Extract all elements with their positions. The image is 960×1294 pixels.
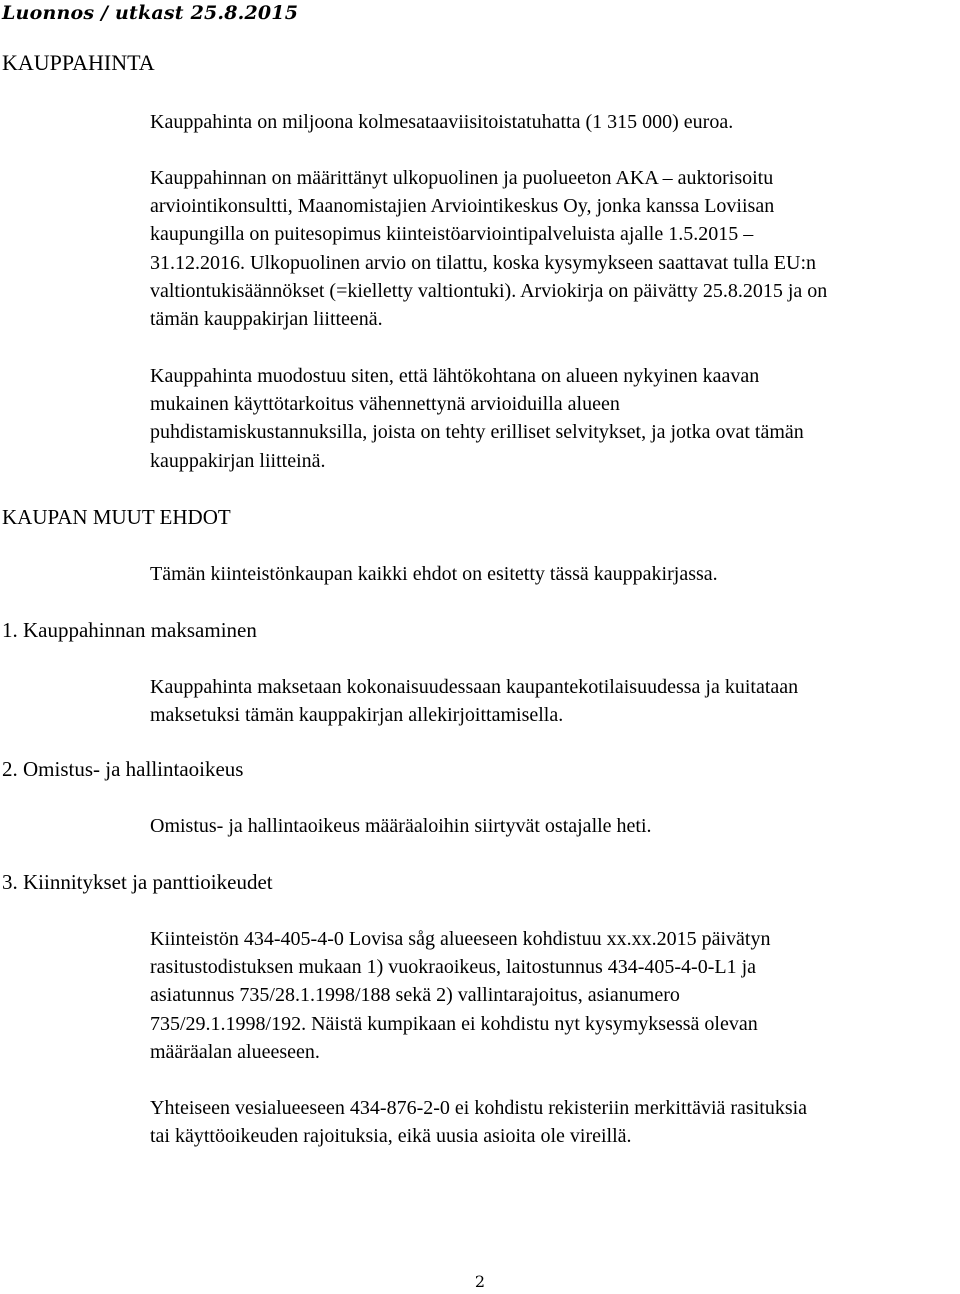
section-heading-maksaminen: 1. Kauppahinnan maksaminen xyxy=(2,618,257,642)
paragraph-line: 735/29.1.1998/192. Näistä kumpikaan ei kohdistu nyt kysymyksessä olevan xyxy=(150,1012,758,1035)
kauppahinta-paragraph-3 xyxy=(150,362,956,475)
paragraph-line: tai käyttöoikeuden rajoituksia, eikä uusia asioita ole vireillä. xyxy=(150,1125,632,1148)
maksaminen-paragraph xyxy=(150,673,956,729)
paragraph-line: kaupungilla on puitesopimus kiinteistöarviointipalveluista ajalle 1.5.2015 – xyxy=(150,223,754,246)
paragraph-line: Kiinteistön 434-405-4-0 Lovisa såg alueeseen kohdistuu xx.xx.2015 päivätyn xyxy=(150,928,771,950)
paragraph-line: kauppakirjan liitteinä. xyxy=(150,449,326,472)
paragraph-line: määräalan alueeseen. xyxy=(150,1040,320,1063)
paragraph-line: valtiontukisäännökset (=kielletty valtiontuki). Arviokirja on päivätty 25.8.2015 ja on xyxy=(150,279,828,302)
paragraph-line: rasitustodistuksen mukaan 1) vuokraoikeus, laitostunnus 434-405-4-0-L1 ja xyxy=(150,956,757,979)
section-heading-kauppahinta: KAUPPAHINTA xyxy=(2,50,155,75)
omistus-paragraph: Omistus- ja hallintaoikeus määräaloihin siirtyvät ostajalle heti. xyxy=(150,815,652,837)
paragraph-line: Kauppahinnan on määrittänyt ulkopuolinen ja puolueeton AKA – auktorisoitu xyxy=(150,167,774,189)
kauppahinta-paragraph-2 xyxy=(150,164,956,333)
paragraph-line: 31.12.2016. Ulkopuolinen arvio on tilattu, koska kysymykseen saattavat tulla EU:n xyxy=(150,251,817,274)
kiinnitykset-paragraph-1 xyxy=(150,925,956,1066)
page-number: 2 xyxy=(474,1272,486,1291)
paragraph-line: Kauppahinta maksetaan kokonaisuudessaan kaupantekotilaisuudessa ja kuitataan xyxy=(150,676,799,698)
kiinnitykset-paragraph-2 xyxy=(150,1094,956,1150)
section-heading-kiinnitykset: 3. Kiinnitykset ja panttioikeudet xyxy=(2,870,273,894)
paragraph-line: tämän kauppakirjan liitteenä. xyxy=(150,308,383,331)
kauppahinta-paragraph-1: Kauppahinta on miljoona kolmesataaviisitoistatuhatta (1 315 000) euroa. xyxy=(150,111,734,133)
paragraph-line: puhdistamiskustannuksilla, joista on tehty erilliset selvitykset, ja jotka ovat tämän xyxy=(150,421,804,444)
paragraph-line: mukainen käyttötarkoitus vähennettynä arvioiduilla alueen xyxy=(150,393,620,416)
paragraph-line: maksetuksi tämän kauppakirjan allekirjoittamisella. xyxy=(150,704,564,727)
section-heading-omistus: 2. Omistus- ja hallintaoikeus xyxy=(2,757,244,781)
paragraph-line: Yhteiseen vesialueeseen 434-876-2-0 ei kohdistu rekisteriin merkittäviä rasituksia xyxy=(150,1097,808,1119)
section-heading-muut-ehdot: KAUPAN MUUT EHDOT xyxy=(2,505,231,529)
draft-label: Luonnos / utkast 25.8.2015 xyxy=(2,2,299,24)
paragraph-line: asiatunnus 735/28.1.1998/188 sekä 2) vallintarajoitus, asianumero xyxy=(150,984,680,1007)
paragraph-line: arviointikonsultti, Maanomistajien Arviointikeskus Oy, jonka kanssa Loviisan xyxy=(150,195,775,218)
muut-ehdot-paragraph: Tämän kiinteistönkaupan kaikki ehdot on esitetty tässä kauppakirjassa. xyxy=(150,563,718,585)
paragraph-line: Kauppahinta muodostuu siten, että lähtökohtana on alueen nykyinen kaavan xyxy=(150,365,760,387)
